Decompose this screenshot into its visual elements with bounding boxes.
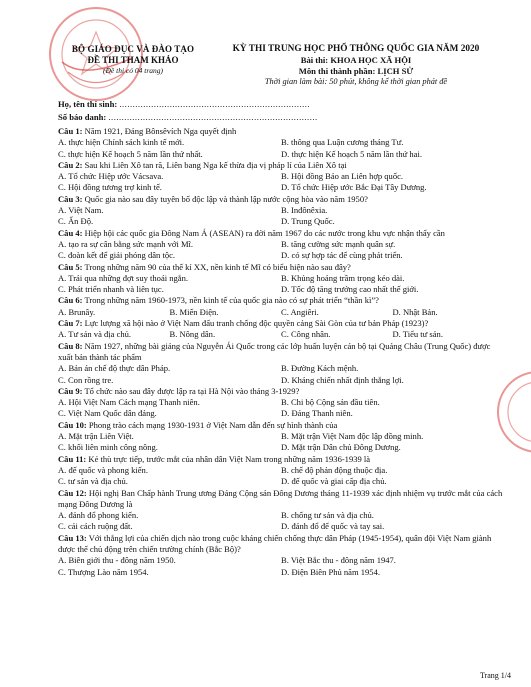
exam-header xyxy=(226,44,486,86)
answer-option: B. Khủng hoảng trầm trọng kéo dài. xyxy=(281,272,405,283)
question-text: Năm 1927, những bài giảng của Nguyễn Ái Quốc trong các lớp huấn luyện cán bộ tại Quảng Châu (Trung Quốc) được xuất bản thành tác phẩm xyxy=(58,340,491,362)
answer-option: C. Con rồng tre. xyxy=(58,374,114,385)
answer-option: C. tư sản và địa chủ. xyxy=(58,476,128,487)
question-block xyxy=(58,420,504,454)
time-note: Thời gian làm bài: 50 phút, không kể thời gian phát đề xyxy=(264,77,448,86)
answer-option: D. Tốc độ tăng trưởng cao nhất thế giới. xyxy=(281,284,419,295)
question-block xyxy=(58,386,504,420)
question-block xyxy=(58,341,504,386)
question-block xyxy=(58,228,504,262)
answer-option: B. Việt Bắc thu - đông năm 1947. xyxy=(281,555,396,566)
candidate-id-row xyxy=(58,112,318,122)
question-number: Câu 4: xyxy=(58,227,83,238)
answer-options xyxy=(58,205,504,228)
page-number: Trang 1/4 xyxy=(479,671,511,680)
question-number: Câu 8: xyxy=(58,340,83,351)
question-text: Kẻ thù trực tiếp, trước mắt của nhân dân Việt Nam trong những năm 1936-1939 là xyxy=(88,453,371,464)
question-text: Năm 1921, Đảng Bônsêvích Nga quyết định xyxy=(84,126,237,136)
question-stem xyxy=(58,126,504,137)
question-number: Câu 6: xyxy=(58,295,83,306)
answer-option: A. Brunây. xyxy=(58,306,96,317)
question-stem xyxy=(58,420,504,431)
answer-option: C. cải cách ruộng đất. xyxy=(58,521,133,532)
candidate-name-dots: ........................................................................ xyxy=(119,99,311,109)
answer-option: B. Đường Kách mệnh. xyxy=(281,363,359,374)
question-stem xyxy=(58,386,504,397)
answer-option: D. Mặt trận Dân chủ Đông Dương. xyxy=(281,442,401,453)
answer-option: D. đánh đổ đế quốc và tay sai. xyxy=(281,521,385,532)
answer-option: D. Kháng chiến nhất định thắng lợi. xyxy=(281,374,404,385)
question-block xyxy=(58,295,504,318)
answer-option: C. khối liên minh công nông. xyxy=(58,442,158,453)
question-text: Phong trào cách mạng 1930-1931 ở Việt Nam dẫn đến sự hình thành của xyxy=(88,419,338,430)
question-block xyxy=(58,262,504,296)
question-stem xyxy=(58,194,504,205)
question-text: Sau khi Liên Xô tan rã, Liên bang Nga kế thừa địa vị pháp lí của Liên Xô tại xyxy=(84,159,347,170)
question-text: Hiệp hội các quốc gia Đông Nam Á (ASEAN) ra đời năm 1967 do các nước trong khu vực nhận thấy cần xyxy=(84,227,445,238)
question-number: Câu 2: xyxy=(58,159,83,170)
question-number: Câu 3: xyxy=(58,193,83,204)
answer-option: A. đánh đổ phong kiến. xyxy=(58,510,139,521)
answer-option: B. Inđônêxia. xyxy=(281,205,328,216)
answer-option: A. đế quốc và phong kiến. xyxy=(58,464,148,475)
answer-option: B. Miến Điện. xyxy=(169,306,219,317)
answer-option: C. đoàn kết để giải phóng dân tộc. xyxy=(58,250,176,261)
candidate-id-dots: ............................................................................... xyxy=(108,112,318,122)
question-list xyxy=(58,126,504,578)
question-stem xyxy=(58,228,504,239)
question-block xyxy=(58,194,504,228)
answer-option: D. Nhật Bản. xyxy=(392,306,438,317)
question-text: Quốc gia nào sau đây tuyên bố độc lập và thành lập nước cộng hòa vào năm 1950? xyxy=(84,193,368,204)
exam-title: KỲ THI TRUNG HỌC PHỔ THÔNG QUỐC GIA NĂM 2020 xyxy=(232,44,480,54)
question-stem xyxy=(58,295,504,306)
question-number: Câu 10: xyxy=(58,419,87,430)
answer-option: C. Việt Nam Quốc dân đảng. xyxy=(58,408,157,419)
answer-options xyxy=(58,329,504,340)
answer-option: A. Biên giới thu - đông năm 1950. xyxy=(58,555,176,566)
question-block xyxy=(58,126,504,160)
answer-option: B. Mặt trận Việt Nam độc lập đồng minh. xyxy=(281,431,424,442)
answer-option: B. Hội đồng Bảo an Liên hợp quốc. xyxy=(281,171,404,182)
answer-option: B. chế độ phản động thuộc địa. xyxy=(281,464,388,475)
answer-option: C. Công nhân. xyxy=(281,329,331,340)
answer-option: D. Đảng Thanh niên. xyxy=(281,408,353,419)
candidate-name-row xyxy=(58,99,310,109)
question-stem xyxy=(58,454,504,465)
answer-option: A. Trải qua những đợt suy thoái ngắn. xyxy=(58,272,188,283)
answer-option: A. thực hiện Chính sách kinh tế mới. xyxy=(58,137,185,148)
question-stem xyxy=(58,160,504,171)
question-number: Câu 7: xyxy=(58,318,83,329)
question-block xyxy=(58,488,504,533)
candidate-id-label: Số báo danh: xyxy=(58,112,107,122)
answer-options xyxy=(58,555,504,578)
answer-options xyxy=(58,397,504,420)
answer-option: A. Việt Nam. xyxy=(58,205,104,216)
answer-option: D. Điện Biên Phủ năm 1954. xyxy=(281,566,380,577)
question-stem xyxy=(58,262,504,273)
question-number: Câu 9: xyxy=(58,385,83,396)
answer-option: B. chống tư sản và địa chủ. xyxy=(281,510,374,521)
answer-option: C. Angiêri. xyxy=(281,306,319,317)
answer-options xyxy=(58,510,504,533)
ministry-header xyxy=(58,44,208,75)
answer-option: B. thông qua Luận cương tháng Tư. xyxy=(281,137,404,148)
answer-options xyxy=(58,307,504,318)
question-number: Câu 13: xyxy=(58,532,87,543)
question-block xyxy=(58,533,504,578)
answer-options xyxy=(58,273,504,296)
question-stem xyxy=(58,341,504,364)
answer-option: C. Ấn Độ. xyxy=(58,216,94,227)
exam-type: ĐỀ THI THAM KHẢO xyxy=(87,55,179,65)
candidate-name-label: Họ, tên thí sinh: xyxy=(58,99,118,109)
answer-option: D. Tiểu tư sản. xyxy=(392,329,443,340)
answer-options xyxy=(58,431,504,454)
question-text: Trong những năm 90 của thế kỉ XX, nền kinh tế Mĩ có biểu hiện nào sau đây? xyxy=(84,261,351,272)
answer-option: B. tăng cường sức mạnh quân sự. xyxy=(281,238,396,249)
answer-options xyxy=(58,363,504,386)
answer-option: B. Chi bộ Cộng sản đầu tiên. xyxy=(281,397,380,408)
question-text: Tổ chức nào sau đây được lập ra tại Hà Nội vào tháng 3-1929? xyxy=(84,385,300,396)
answer-option: D. Tổ chức Hiệp ước Bắc Đại Tây Dương. xyxy=(281,182,427,193)
question-text: Trong những năm 1960-1973, nền kinh tế của quốc gia nào có sự phát triển “thần kì”? xyxy=(84,295,379,306)
answer-option: D. có sự hợp tác để cùng phát triển. xyxy=(281,250,403,261)
answer-options xyxy=(58,171,504,194)
answer-option: C. Thượng Lào năm 1954. xyxy=(58,566,149,577)
answer-option: D. đế quốc và giai cấp địa chủ. xyxy=(281,476,387,487)
answer-options xyxy=(58,239,504,262)
ministry-name: BỘ GIÁO DỤC VÀ ĐÀO TẠO xyxy=(71,44,195,54)
question-text: Với thắng lợi của chiến dịch nào trong cuộc kháng chiến chống thực dân Pháp (1945-1954), quân đội Việt Nam giành được thế chủ động trên chiến trường chính (Bắc Bộ)? xyxy=(58,532,492,554)
question-stem xyxy=(58,318,504,329)
answer-option: D. Trung Quốc. xyxy=(281,216,335,227)
pages-note: (Đề thi có 04 trang) xyxy=(103,66,163,75)
question-stem xyxy=(58,488,504,511)
question-number: Câu 11: xyxy=(58,453,87,464)
answer-options xyxy=(58,465,504,488)
answer-option: C. Hội đồng tương trợ kinh tế. xyxy=(58,182,162,193)
question-text: Hội nghị Ban Chấp hành Trung ương Đảng Cộng sản Đông Dương tháng 11-1939 xác định nhiệm vụ trước mắt của cách mạng Đông Dương là xyxy=(58,487,503,509)
question-block xyxy=(58,318,504,341)
question-block xyxy=(58,160,504,194)
question-number: Câu 5: xyxy=(58,261,83,272)
answer-option: C. Phát triển nhanh và liên tục. xyxy=(58,284,164,295)
answer-option: A. Hội Việt Nam Cách mạng Thanh niên. xyxy=(58,397,200,408)
question-text: Lực lượng xã hội nào ở Việt Nam đấu tranh chống độc quyền cảng Sài Gòn của tư bản Pháp (1923)? xyxy=(84,318,429,329)
answer-option: C. thực hiện Kế hoạch 5 năm lần thứ nhất. xyxy=(58,148,203,159)
answer-option: D. thực hiện Kế hoạch 5 năm lần thứ hai. xyxy=(281,148,422,159)
answer-option: A. Tổ chức Hiệp ước Vácsava. xyxy=(58,171,164,182)
question-number: Câu 12: xyxy=(58,487,87,498)
answer-options xyxy=(58,137,504,160)
answer-option: A. tạo ra sự cân bằng sức mạnh với Mĩ. xyxy=(58,238,194,249)
answer-option: B. Nông dân. xyxy=(169,329,216,340)
answer-option: A. Bản án chế độ thực dân Pháp. xyxy=(58,363,171,374)
subject-group: Bài thi: KHOA HỌC XÃ HỘI xyxy=(300,55,412,65)
answer-option: A. Tư sản và địa chủ. xyxy=(58,329,132,340)
question-number: Câu 1: xyxy=(58,126,83,136)
question-stem xyxy=(58,533,504,556)
subject-name: Môn thi thành phần: LỊCH SỬ xyxy=(298,66,414,76)
answer-option: A. Mặt trận Liên Việt. xyxy=(58,431,134,442)
question-block xyxy=(58,454,504,488)
